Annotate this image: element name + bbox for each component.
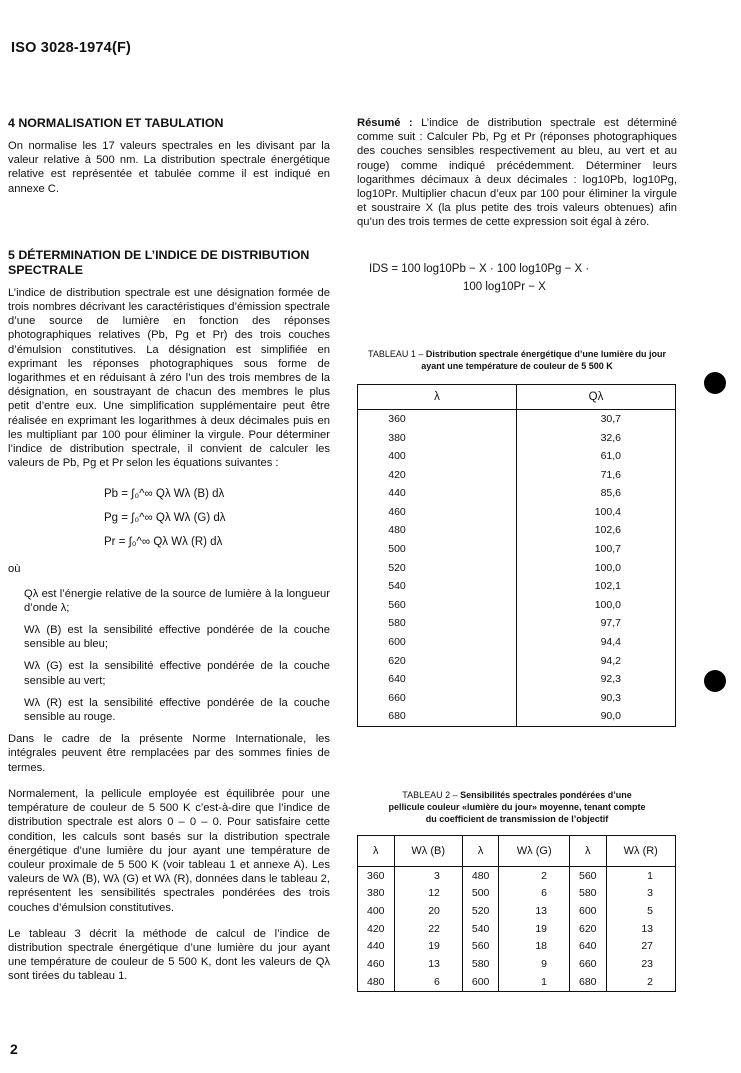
table-2-cell-weight: 9 — [499, 955, 570, 973]
left-column — [8, 116, 330, 996]
ids-formula-line-1: IDS = 100 log10Pb − X · 100 log10Pg − X · — [369, 262, 590, 275]
table-2-cell-lambda: 620 — [570, 920, 607, 938]
equations — [104, 482, 330, 554]
table-1-cell-q: 32,6 — [517, 428, 676, 447]
table-1-cell-lambda: 600 — [358, 633, 517, 652]
table-1-cell-lambda: 360 — [358, 409, 517, 428]
table-2-cell-weight: 1 — [499, 973, 570, 991]
table-2-cell-lambda: 360 — [358, 866, 395, 884]
table-1-cell-q: 100,7 — [517, 540, 676, 559]
table-2-cell-weight: 18 — [499, 937, 570, 955]
section-4-title: 4 NORMALISATION ET TABULATION — [8, 116, 224, 130]
table-1-cell-q: 94,4 — [517, 633, 676, 652]
table-1-header-q: Qλ — [517, 384, 676, 409]
table-2-cell-lambda: 660 — [570, 955, 607, 973]
resume-label: Résumé : — [357, 117, 413, 129]
table-2-cell-lambda: 580 — [570, 884, 607, 902]
table-1-cell-lambda: 660 — [358, 689, 517, 708]
table-1-cell-lambda: 540 — [358, 577, 517, 596]
table-2-cell-lambda: 600 — [570, 902, 607, 920]
table-row — [358, 596, 676, 615]
table-2-header-cell: Wλ (G) — [499, 835, 570, 866]
table-2-cell-lambda: 380 — [358, 884, 395, 902]
table-2-cell-weight: 19 — [499, 920, 570, 938]
punch-hole-bottom — [704, 670, 726, 692]
table-1-cell-lambda: 580 — [358, 614, 517, 633]
standard-header: ISO 3028-1974(F) — [11, 40, 132, 56]
table-1-cell-q: 90,3 — [517, 689, 676, 708]
table-1 — [357, 384, 676, 727]
table-row — [358, 670, 676, 689]
table-1-cell-q: 97,7 — [517, 614, 676, 633]
table-row — [358, 884, 676, 902]
table-2-caption — [357, 789, 677, 825]
table-1-cell-lambda: 400 — [358, 447, 517, 466]
table-2-cell-weight: 2 — [499, 866, 570, 884]
table-1-cell-lambda: 420 — [358, 465, 517, 484]
table-row — [358, 955, 676, 973]
table-2-cell-lambda: 560 — [570, 866, 607, 884]
table-row — [358, 902, 676, 920]
table-row — [358, 651, 676, 670]
table-1-cell-q: 100,0 — [517, 558, 676, 577]
table-2-header-cell: Wλ (B) — [394, 835, 462, 866]
table-row — [358, 521, 676, 540]
table-2-cell-weight: 3 — [394, 866, 462, 884]
table-2-cell-lambda: 560 — [462, 937, 499, 955]
table-2-header-row — [358, 835, 676, 866]
table-2-cell-lambda: 480 — [358, 973, 395, 991]
table-2-header-cell: λ — [358, 835, 395, 866]
table-1-cell-lambda: 440 — [358, 484, 517, 503]
table-2-cell-lambda: 680 — [570, 973, 607, 991]
table-1-cell-q: 30,7 — [517, 409, 676, 428]
table-2-cell-weight: 27 — [606, 937, 675, 955]
table-row — [358, 409, 676, 428]
definition-w-blue: Wλ (B) est la sensibilité effective pondérée de la couche sensible au bleu; — [24, 624, 330, 651]
table-2-cell-weight: 3 — [606, 884, 675, 902]
equation-pb: Pb = ∫₀^∞ Qλ Wλ (B) dλ — [104, 488, 225, 501]
table-row — [358, 614, 676, 633]
table-2-cell-weight: 13 — [394, 955, 462, 973]
table-1-cell-lambda: 500 — [358, 540, 517, 559]
table-1-cell-q: 90,0 — [517, 707, 676, 726]
table-row — [358, 707, 676, 726]
table-1-cell-lambda: 620 — [358, 651, 517, 670]
table-1-body — [358, 409, 676, 726]
table-2-cell-weight: 22 — [394, 920, 462, 938]
table-2-cell-weight: 5 — [606, 902, 675, 920]
table-1-cell-q: 85,6 — [517, 484, 676, 503]
table-1-cell-lambda: 520 — [358, 558, 517, 577]
table-row — [358, 484, 676, 503]
table-2-cell-lambda: 440 — [358, 937, 395, 955]
table-2-cell-weight: 13 — [606, 920, 675, 938]
table-2-cell-lambda: 460 — [358, 955, 395, 973]
section-5-body: L’indice de distribution spectrale est une désignation formée de trois nombres décrivant les caractéristiques d’émission spectrale d’une source de lumière en fonction des réponses photographiques relatives (Pb, Pg et Pr) des trois couches d’émulsion constitutives. La désignation est simplifiée en exprimant les réponses photographiques sous forme de logarithmes et en réduisant à zéro l’un des trois membres de la désignation, en soustrayant de chacun des membres le plus petit d’entre eux. Une simplification supplémentaire peut être réalisée en exprimant les logarithmes à deux décimales puis en les multipliant par 100 pour éliminer la virgule. Pour déterminer l’indice de distribution spectrale, il convient de calculer les valeurs de Pb, Pg et Pr selon les équations suivantes : — [8, 286, 330, 470]
table-2-cell-lambda: 540 — [462, 920, 499, 938]
table-2-cell-weight: 19 — [394, 937, 462, 955]
table-2-caption-text: Sensibilités spectrales pondérées d’une pellicule couleur «lumière du jour» moyenne, tenant compte du coefficient de transmission de l’objectif — [388, 789, 646, 824]
table-1-caption-prefix: TABLEAU 1 – — [368, 348, 424, 359]
table-2-cell-lambda: 600 — [462, 973, 499, 991]
punch-hole-top — [704, 372, 726, 394]
definition-q-lambda: Qλ est l’énergie relative de la source de lumière à la longueur d’onde λ; — [24, 587, 330, 614]
page-number: 2 — [10, 1041, 18, 1057]
table-row — [358, 920, 676, 938]
table-2-body — [358, 866, 676, 991]
table-row — [358, 558, 676, 577]
table-1-cell-q: 100,4 — [517, 503, 676, 522]
table-row — [358, 689, 676, 708]
definition-w-green: Wλ (G) est la sensibilité effective pondérée de la couche sensible au vert; — [24, 660, 330, 687]
table-1-cell-lambda: 560 — [358, 596, 517, 615]
table-row — [358, 866, 676, 884]
table-1-caption-text: Distribution spectrale énergétique d’une lumière du jour ayant une température de couleur de 5 500 K — [421, 348, 666, 371]
ids-formula-line-2: 100 log10Pr − X — [463, 280, 546, 293]
table-2-cell-weight: 23 — [606, 955, 675, 973]
table-1-cell-q: 102,6 — [517, 521, 676, 540]
definition-w-red: Wλ (R) est la sensibilité effective pondérée de la couche sensible au rouge. — [24, 696, 330, 724]
table-2-header-cell: λ — [462, 835, 499, 866]
table-1-cell-q: 94,2 — [517, 651, 676, 670]
table-2-cell-lambda: 480 — [462, 866, 499, 884]
table-1-cell-q: 61,0 — [517, 447, 676, 466]
resume-paragraph — [357, 116, 677, 230]
table-2-cell-lambda: 520 — [462, 902, 499, 920]
table-1-caption — [357, 348, 677, 372]
table-row — [358, 503, 676, 522]
equation-pg: Pg = ∫₀^∞ Qλ Wλ (G) dλ — [104, 512, 226, 525]
table-row — [358, 447, 676, 466]
where-label: où — [8, 563, 21, 576]
table-1-cell-lambda: 680 — [358, 707, 517, 726]
table-2-cell-lambda: 400 — [358, 902, 395, 920]
section-4-body: On normalise les 17 valeurs spectrales en les divisant par la valeur relative à 500 nm. La distribution spectrale énergétique relative est représentée et tabulée comme il est indiqué en annexe C. — [8, 140, 330, 195]
table-row — [358, 540, 676, 559]
table-2 — [357, 835, 676, 992]
table-1-header-lambda: λ — [358, 384, 517, 409]
paragraph-integrals: Dans le cadre de la présente Norme Internationale, les intégrales peuvent être remplacées par des sommes finies de termes. — [8, 733, 330, 774]
table-2-cell-weight: 6 — [499, 884, 570, 902]
table-2-cell-weight: 12 — [394, 884, 462, 902]
paragraph-film-balance: Normalement, la pellicule employée est équilibrée pour une température de couleur de 5 500 K c’est-à-dire que l’indice de distribution spectrale est alors 0 – 0 – 0. Pour satisfaire cette condition, les calculs sont basés sur la distribution spectrale énergétique d’une lumière du jour ayant une température de couleur proximale de 5 500 K (voir tableau 1 et annexe A). Les valeurs de Wλ (B), Wλ (G) et Wλ (R), données dans le tableau 2, représentent les sensibilités spectrales pondérées des trois couches d’émulsion constitutives. — [8, 787, 330, 914]
table-2-cell-weight: 2 — [606, 973, 675, 991]
resume-body: L’indice de distribution spectrale est déterminé comme suit : Calculer Pb, Pg et Pr (réponses photographiques des couches sensibles respectivement au bleu, au vert et au rouge) comme indiqué précédemment. Déterminer leurs logarithmes décimaux à deux décimales : log10Pb, log10Pg, log10Pr. Multiplier chacun d’eux par 100 pour éliminer la virgule et soustraire X (la plus petite des trois valeurs obtenues) afin qu’un des trois termes de cette expression soit égal à zéro. — [357, 117, 677, 229]
definitions — [8, 587, 330, 725]
table-2-cell-lambda: 500 — [462, 884, 499, 902]
table-2-caption-prefix: TABLEAU 2 – — [402, 789, 458, 800]
table-1-cell-lambda: 460 — [358, 503, 517, 522]
table-2-cell-lambda: 640 — [570, 937, 607, 955]
table-row — [358, 937, 676, 955]
table-2-cell-lambda: 580 — [462, 955, 499, 973]
table-2-cell-weight: 20 — [394, 902, 462, 920]
equation-pr: Pr = ∫₀^∞ Qλ Wλ (R) dλ — [104, 536, 223, 549]
table-2-cell-lambda: 420 — [358, 920, 395, 938]
table-row — [358, 633, 676, 652]
table-1-cell-q: 71,6 — [517, 465, 676, 484]
table-2-cell-weight: 1 — [606, 866, 675, 884]
table-1-cell-lambda: 380 — [358, 428, 517, 447]
table-1-cell-q: 92,3 — [517, 670, 676, 689]
right-column — [357, 116, 677, 992]
paragraph-table-3: Le tableau 3 décrit la méthode de calcul de l’indice de distribution spectrale énergétique d’une lumière du jour ayant une température de couleur de 5 500 K, dont les valeurs de Qλ sont tirées du tableau 1. — [8, 927, 330, 983]
table-row — [358, 973, 676, 991]
table-1-cell-q: 102,1 — [517, 577, 676, 596]
table-2-cell-weight: 13 — [499, 902, 570, 920]
table-row — [358, 577, 676, 596]
table-2-header-cell: λ — [570, 835, 607, 866]
table-2-header-cell: Wλ (R) — [606, 835, 675, 866]
ids-formula — [369, 260, 677, 296]
section-5-title: 5 DÉTERMINATION DE L’INDICE DE DISTRIBUTION SPECTRALE — [8, 247, 310, 277]
table-2-cell-weight: 6 — [394, 973, 462, 991]
table-row — [358, 428, 676, 447]
table-1-cell-lambda: 480 — [358, 521, 517, 540]
table-1-cell-q: 100,0 — [517, 596, 676, 615]
table-row — [358, 465, 676, 484]
table-1-cell-lambda: 640 — [358, 670, 517, 689]
